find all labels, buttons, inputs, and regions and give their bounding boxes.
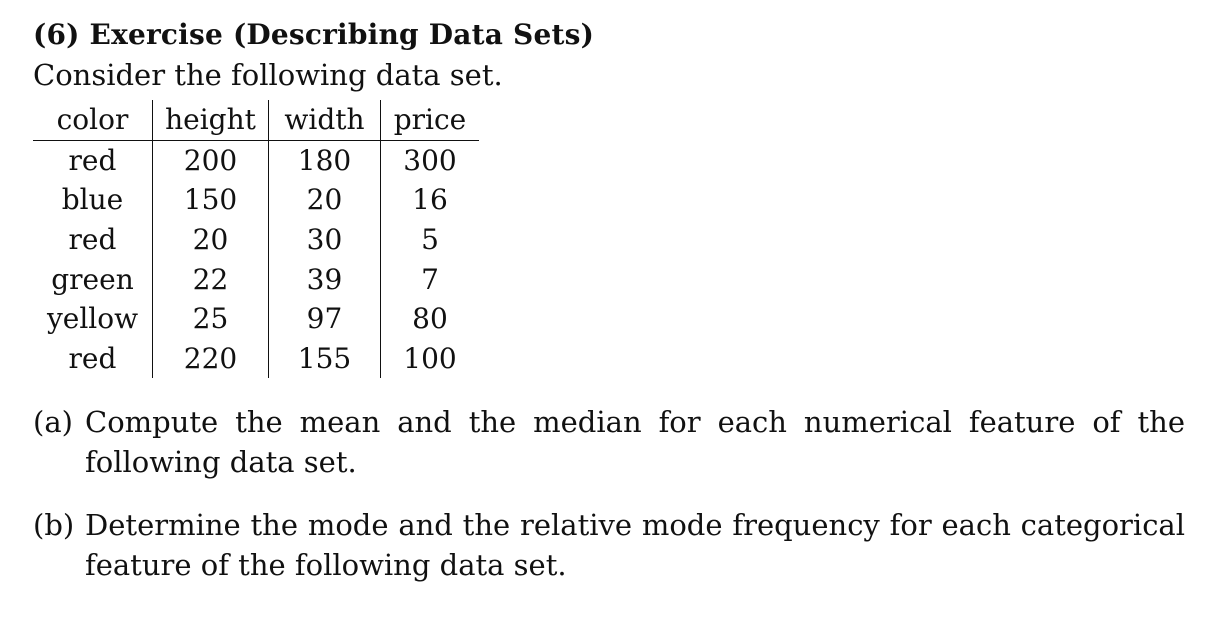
question-a-text: Compute the mean and the median for each numerical feature of the following data set. — [85, 405, 1185, 479]
cell-price: 80 — [381, 299, 480, 339]
cell-price: 16 — [381, 180, 480, 220]
data-table — [33, 100, 479, 378]
cell-width: 97 — [269, 299, 381, 339]
table-header-row — [33, 100, 479, 140]
cell-price: 300 — [381, 140, 480, 180]
question-b — [33, 505, 1185, 585]
table-row — [33, 220, 479, 260]
table-row — [33, 339, 479, 379]
cell-height: 22 — [153, 259, 269, 299]
cell-height: 200 — [153, 140, 269, 180]
cell-price: 5 — [381, 220, 480, 260]
cell-height: 20 — [153, 220, 269, 260]
intro-text: Consider the following data set. — [33, 58, 503, 92]
question-b-label: (b) — [33, 508, 75, 542]
cell-width: 180 — [269, 140, 381, 180]
question-a-label: (a) — [33, 405, 73, 439]
column-header-color: color — [33, 100, 153, 140]
cell-width: 155 — [269, 339, 381, 379]
exercise-heading: (6) Exercise (Describing Data Sets) — [33, 18, 595, 51]
table-row — [33, 259, 479, 299]
cell-width: 30 — [269, 220, 381, 260]
cell-color: green — [51, 262, 134, 296]
question-b-text: Determine the mode and the relative mode frequency for each categorical feature of the following data set. — [85, 508, 1185, 582]
cell-color: blue — [61, 183, 124, 217]
cell-color: yellow — [46, 302, 139, 336]
cell-height: 25 — [153, 299, 269, 339]
table-row — [33, 299, 479, 339]
table-row — [33, 180, 479, 220]
cell-color: red — [68, 223, 117, 257]
cell-width: 39 — [269, 259, 381, 299]
cell-price: 100 — [381, 339, 480, 379]
question-a — [33, 402, 1185, 482]
table-row — [33, 140, 479, 180]
cell-color: red — [68, 341, 117, 375]
column-header-height: height — [153, 100, 269, 140]
cell-height: 220 — [153, 339, 269, 379]
cell-height: 150 — [153, 180, 269, 220]
cell-width: 20 — [269, 180, 381, 220]
cell-color: red — [68, 143, 117, 177]
cell-price: 7 — [381, 259, 480, 299]
column-header-price: price — [381, 100, 480, 140]
column-header-width: width — [269, 100, 381, 140]
